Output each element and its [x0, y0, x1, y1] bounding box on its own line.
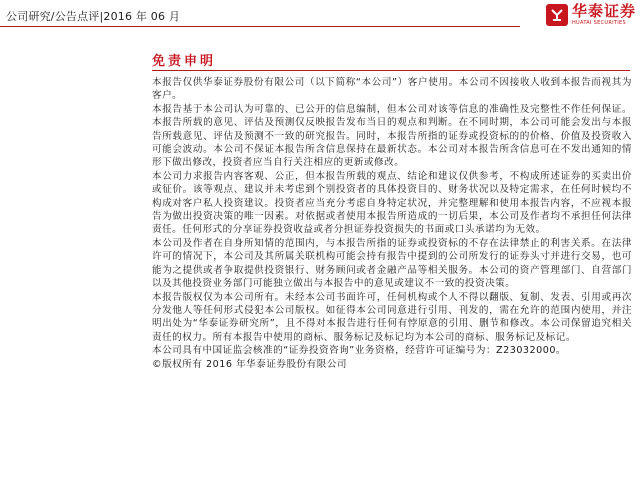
company-logo [546, 4, 636, 26]
logo-name-en: HUATAI SECURITIES [571, 20, 626, 26]
title-divider [152, 70, 630, 71]
paragraph: 本公司力求报告内容客观、公正，但本报告所载的观点、结论和建议仅供参考，不构成所述证券的买卖出价或征价。该等观点、建议并未考虑到个别投资者的具体投资目的、财务状况以及特定需求，在任何时候均不构成对客户私人投资建议。投资者应当充分考虑自身特定状况，并完整理解和使用本报告内容，不应视本报告为做出投资决策的唯一因素。对依据或者使用本报告所造成的一切后果，本公司及作者均不承担任何法律责任。任何形式的分享证券投资收益或者分担证券投资损失的书面或口头承诺均为无效。 [152, 170, 632, 236]
report-header: 公司研究/公告点评|2016 年 06 月 [6, 10, 181, 23]
logo-name-cn: 华泰证券 [571, 2, 636, 20]
section-title: 免责申明 [152, 54, 217, 69]
paragraph: 本报告版权仅为本公司所有。未经本公司书面许可，任何机构或个人不得以翻版、复制、发表、引用或再次分发他人等任何形式侵犯本公司版权。如征得本公司同意进行引用、刊发的，需在允许的范围内使用，并注明出处为“华泰证券研究所”，且不得对本报告进行任何有悖原意的引用、删节和修改。本公司保留追究相关责任的权力。所有本报告中使用的商标、服务标记及标记均为本公司的商标、服务标记及标记。 [152, 291, 632, 343]
header-divider [0, 26, 520, 27]
paragraph: 本公司具有中国证监会核准的“证券投资咨询”业务资格，经营许可证编号为：Z23032000。 [152, 345, 567, 357]
disclaimer-body [152, 76, 632, 371]
copyright: ©版权所有 2016 年华泰证券股份有限公司 [152, 358, 348, 370]
paragraph: 本报告基于本公司认为可靠的、已公开的信息编制，但本公司对该等信息的准确性及完整性不作任何保证。本报告所载的意见、评估及预测仅反映报告发布当日的观点和判断。在不同时期，本公司可能会发出与本报告所载意见、评估及预测不一致的研究报告。同时，本报告所指的证券或投资标的的价格、价值及投资收入可能会波动。本公司不保证本报告所含信息保持在最新状态。本公司对本报告所含信息可在不发出通知的情形下做出修改，投资者应当自行关注相应的更新或修改。 [152, 103, 632, 169]
huatai-logo-icon [546, 4, 568, 26]
paragraph: 本公司及作者在自身所知情的范围内，与本报告所指的证券或投资标的不存在法律禁止的利害关系。在法律许可的情况下，本公司及其所属关联机构可能会持有报告中提到的公司所发行的证券头寸并进行交易，也可能为之提供或者争取提供投资银行、财务顾问或者金融产品等相关服务。本公司的资产管理部门、自营部门以及其他投资业务部门可能独立做出与本报告中的意见或建议不一致的投资决策。 [152, 237, 632, 290]
paragraph: 本报告仅供华泰证券股份有限公司（以下简称“本公司”）客户使用。本公司不因接收人收到本报告而视其为客户。 [152, 77, 632, 102]
